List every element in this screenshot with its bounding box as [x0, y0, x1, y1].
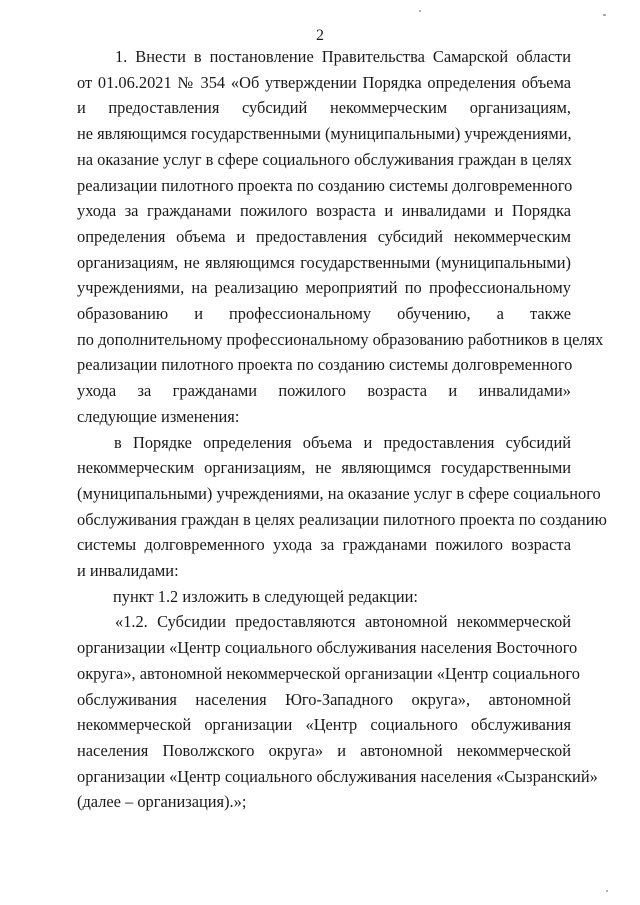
text-line: и инвалидами:	[77, 561, 179, 581]
text-line: ухода за гражданами пожилого возраста и инвалидами»	[77, 381, 571, 401]
paragraph-clause-instruction	[77, 584, 571, 610]
paragraph-order-changes	[77, 430, 607, 584]
page-number: 2	[316, 27, 324, 44]
text-line: организации «Центр социального обслуживания населения Восточного	[77, 638, 578, 658]
scan-speck	[603, 14, 606, 16]
scan-speck	[606, 890, 608, 892]
text-line: от 01.06.2021 № 354 «Об утверждении Порядка определения объема	[77, 72, 571, 92]
text-line: организациям, не являющимся государственными (муниципальными)	[77, 252, 571, 272]
text-line: обслуживания граждан в целях реализации пилотного проекта по созданию	[77, 509, 607, 529]
text-line: населения Поволжского округа» и автономной некоммерческой	[77, 740, 571, 760]
text-line: определения объема и предоставления субсидий некоммерческим	[77, 226, 571, 246]
text-line: обслуживания населения Юго-Западного округа», автономной	[77, 689, 571, 709]
text-line: (далее – организация).»;	[77, 792, 247, 812]
text-line: образованию и профессиональному обучению, а также	[77, 304, 571, 324]
paragraph-clause-1-2	[77, 609, 598, 815]
scan-speck	[419, 10, 421, 12]
text-line: некоммерческой организации «Центр социального обслуживания	[77, 715, 571, 735]
document-body	[77, 44, 607, 815]
text-line: системы долговременного ухода за гражданами пожилого возраста	[77, 535, 571, 555]
text-line: по дополнительному профессиональному образованию работников в целях	[77, 329, 604, 349]
text-line: следующие изменения:	[77, 406, 240, 426]
text-line: ухода за гражданами пожилого возраста и инвалидами и Порядка	[77, 201, 571, 221]
text-line: 1. Внести в постановление Правительства Самарской области	[115, 47, 571, 66]
text-line: реализации пилотного проекта по созданию системы долговременного	[77, 355, 573, 375]
text-line: не являющимся государственными (муниципальными) учреждениями,	[77, 124, 572, 144]
text-line: реализации пилотного проекта по созданию системы долговременного	[77, 175, 573, 195]
text-line: на оказание услуг в сфере социального обслуживания граждан в целях	[77, 149, 572, 169]
text-line: и предоставления субсидий некоммерческим организациям,	[77, 98, 571, 118]
text-line: некоммерческим организациям, не являющимся государственными	[77, 458, 571, 478]
text-line: учреждениями, на реализацию мероприятий по профессиональному	[77, 278, 571, 298]
text-line: «1.2. Субсидии предоставляются автономной некоммерческой	[115, 612, 571, 632]
paragraph-amendment-intro	[77, 44, 604, 430]
text-line: (муниципальными) учреждениями, на оказание услуг в сфере социального	[77, 483, 601, 503]
text-line: в Порядке определения объема и предоставления субсидий	[114, 432, 571, 452]
text-line: пункт 1.2 изложить в следующей редакции:	[113, 586, 418, 606]
text-line: организации «Центр социального обслуживания населения «Сызранский»	[77, 766, 598, 786]
text-line: округа», автономной некоммерческой организации «Центр социального	[77, 663, 580, 683]
